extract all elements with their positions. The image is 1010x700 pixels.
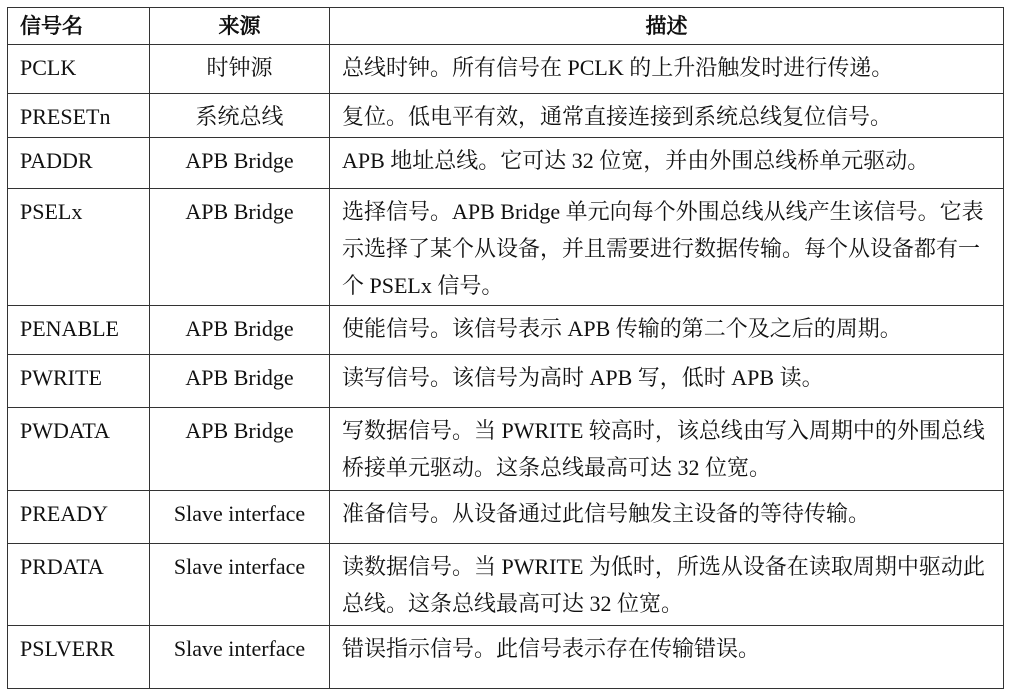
source-cell: APB Bridge [150,189,330,306]
description-cell: APB 地址总线。它可达 32 位宽，并由外围总线桥单元驱动。 [330,138,1004,189]
signal-name-cell: PADDR [8,138,150,189]
table-row [8,138,1004,189]
source-cell: Slave interface [150,491,330,544]
description-cell: 错误指示信号。此信号表示存在传输错误。 [330,626,1004,689]
description-cell: 复位。低电平有效，通常直接连接到系统总线复位信号。 [330,94,1004,138]
table-row [8,491,1004,544]
header-description: 描述 [330,8,1004,45]
signal-name-cell: PSLVERR [8,626,150,689]
header-source: 来源 [150,8,330,45]
signal-name-cell: PRDATA [8,544,150,626]
table-row [8,626,1004,689]
table-row [8,45,1004,94]
signal-name-cell: PENABLE [8,306,150,355]
table-row [8,408,1004,491]
description-cell: 读写信号。该信号为高时 APB 写，低时 APB 读。 [330,355,1004,408]
signal-name-cell: PCLK [8,45,150,94]
table-row [8,544,1004,626]
description-cell: 选择信号。APB Bridge 单元向每个外围总线从线产生该信号。它表示选择了某个从设备，并且需要进行数据传输。每个从设备都有一个 PSELx 信号。 [330,189,1004,306]
source-cell: Slave interface [150,544,330,626]
table-row [8,189,1004,306]
description-cell: 总线时钟。所有信号在 PCLK 的上升沿触发时进行传递。 [330,45,1004,94]
header-row [8,8,1004,45]
source-cell: 时钟源 [150,45,330,94]
table-body [8,45,1004,689]
table-row [8,306,1004,355]
source-cell: APB Bridge [150,355,330,408]
signal-name-cell: PWRITE [8,355,150,408]
table-row [8,94,1004,138]
signal-name-cell: PRESETn [8,94,150,138]
signal-name-cell: PSELx [8,189,150,306]
description-cell: 准备信号。从设备通过此信号触发主设备的等待传输。 [330,491,1004,544]
source-cell: APB Bridge [150,408,330,491]
table-row [8,355,1004,408]
source-cell: Slave interface [150,626,330,689]
source-cell: APB Bridge [150,306,330,355]
description-cell: 读数据信号。当 PWRITE 为低时，所选从设备在读取周期中驱动此总线。这条总线最高可达 32 位宽。 [330,544,1004,626]
signal-name-cell: PWDATA [8,408,150,491]
source-cell: 系统总线 [150,94,330,138]
source-cell: APB Bridge [150,138,330,189]
signal-name-cell: PREADY [8,491,150,544]
description-cell: 写数据信号。当 PWRITE 较高时，该总线由写入周期中的外围总线桥接单元驱动。这条总线最高可达 32 位宽。 [330,408,1004,491]
apb-signal-table [7,7,1004,689]
description-cell: 使能信号。该信号表示 APB 传输的第二个及之后的周期。 [330,306,1004,355]
header-signal-name: 信号名 [8,8,150,45]
